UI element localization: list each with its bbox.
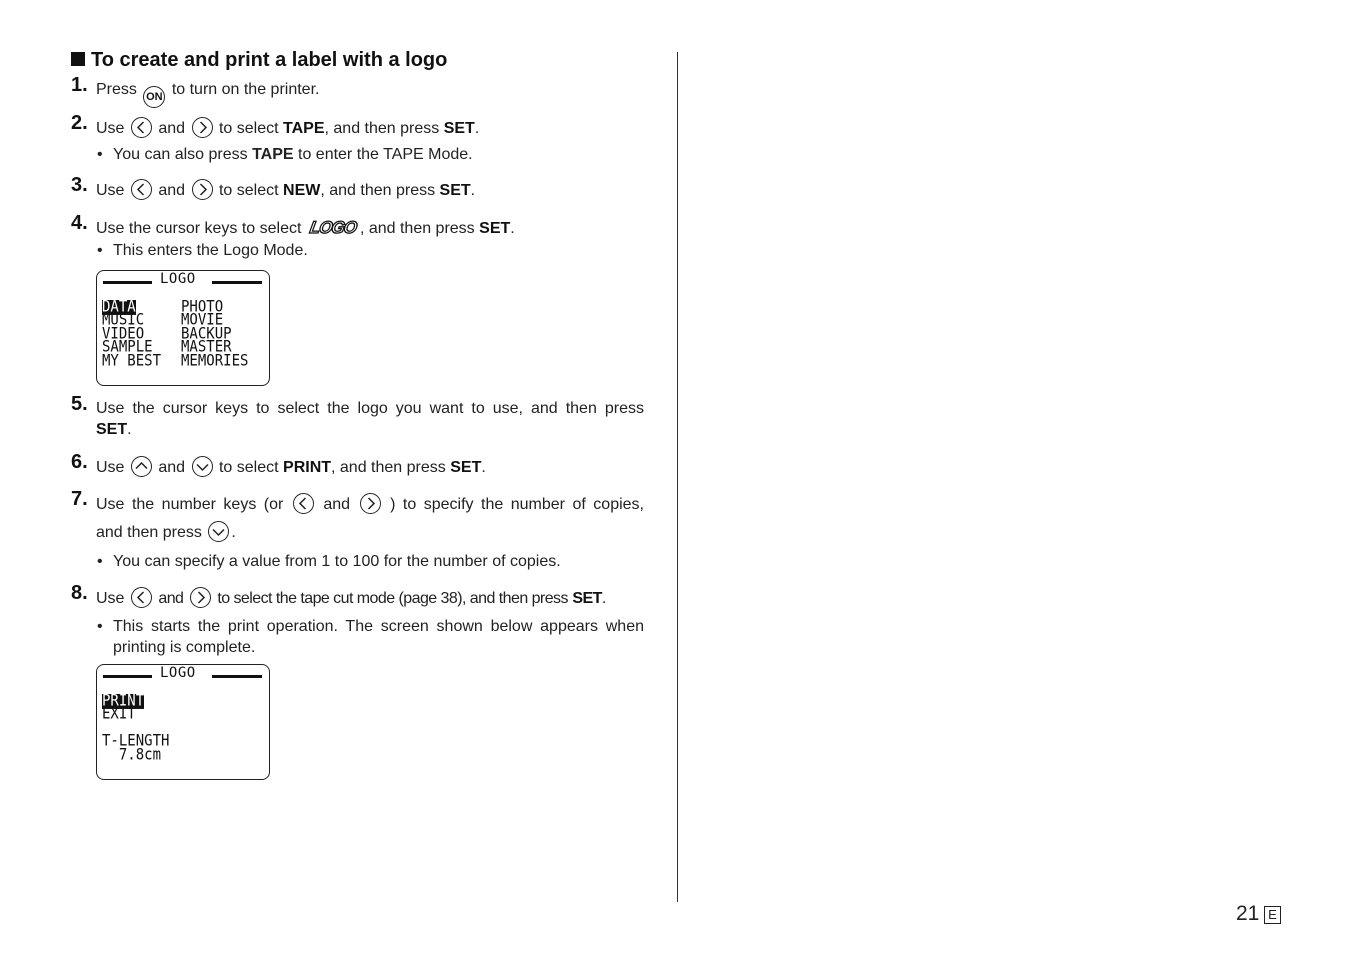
on-key-icon: ON (143, 86, 165, 108)
lcd-screen-print-complete (96, 664, 270, 780)
step-7-note: • You can specify a value from 1 to 100 for the number of copies. (97, 553, 561, 570)
lcd-item: 7.8cm (102, 745, 162, 764)
right-arrow-key-icon (360, 493, 381, 514)
step-6: 6. Use and to select PRINT, and then press SET. (71, 451, 486, 476)
left-arrow-key-icon (293, 493, 314, 514)
lcd-item: SAMPLE (102, 337, 153, 357)
step-8-note-cont: printing is complete. (113, 639, 256, 656)
lcd-item: BACKUP (181, 324, 232, 343)
lcd-item: MASTER (181, 337, 232, 357)
step-7-cont: and then press . (71, 521, 236, 543)
step-3: 3. Use and to select NEW, and then press SET. (71, 174, 476, 199)
lcd-item: MOVIE (181, 311, 224, 330)
lcd-item: MUSIC (102, 311, 145, 330)
step-1: 1. Press ON to turn on the printer. (71, 79, 319, 108)
step-7: 7. Use the number keys (or and ) to specify the number of copies, (71, 488, 645, 513)
language-box: E (1264, 906, 1281, 924)
lcd-header: LOGO (97, 273, 269, 289)
lcd-item: T-LENGTH (102, 731, 170, 751)
right-arrow-key-icon (192, 179, 213, 200)
lcd-menu-list (102, 691, 170, 764)
lcd-item: MEMORIES (181, 351, 249, 370)
step-4: 4. Use the cursor keys to select LOGO , and then press SET. (71, 212, 515, 237)
right-arrow-key-icon (190, 587, 211, 608)
page-number: 21 (1236, 902, 1260, 925)
lcd-menu-grid (102, 297, 249, 370)
left-arrow-key-icon (131, 587, 152, 608)
down-arrow-key-icon (208, 521, 229, 542)
logo-key-icon: LOGO (308, 218, 358, 237)
step-2: 2. Use and to select TAPE, and then press SET. (71, 112, 480, 137)
down-arrow-key-icon (192, 456, 213, 477)
lcd-item-selected: PRINT (102, 691, 145, 711)
lcd-item: VIDEO (102, 324, 145, 343)
left-arrow-key-icon (131, 179, 152, 200)
step-5: 5. Use the cursor keys to select the logo you want to use, and then press SET. (71, 393, 644, 438)
lcd-item-selected: DATA (102, 297, 136, 317)
step-8: 8. Use and to select the tape cut mode (page 38), and then press SET. (71, 582, 607, 607)
lcd-item: EXIT (102, 705, 136, 724)
up-arrow-key-icon (131, 456, 152, 477)
section-title: To create and print a label with a logo (71, 49, 447, 72)
left-arrow-key-icon (131, 117, 152, 138)
step-4-note: • This enters the Logo Mode. (97, 242, 308, 259)
lcd-item: MY BEST (102, 351, 162, 370)
lcd-header: LOGO (97, 667, 269, 683)
column-divider (677, 52, 678, 902)
step-8-note: • This starts the print operation. The screen shown below appears when (97, 618, 644, 635)
lcd-item: PHOTO (181, 297, 224, 317)
lcd-screen-logo-menu (96, 270, 270, 386)
step-2-note: • You can also press TAPE to enter the TAPE Mode. (97, 146, 473, 163)
right-arrow-key-icon (192, 117, 213, 138)
square-bullet-icon (71, 52, 85, 66)
